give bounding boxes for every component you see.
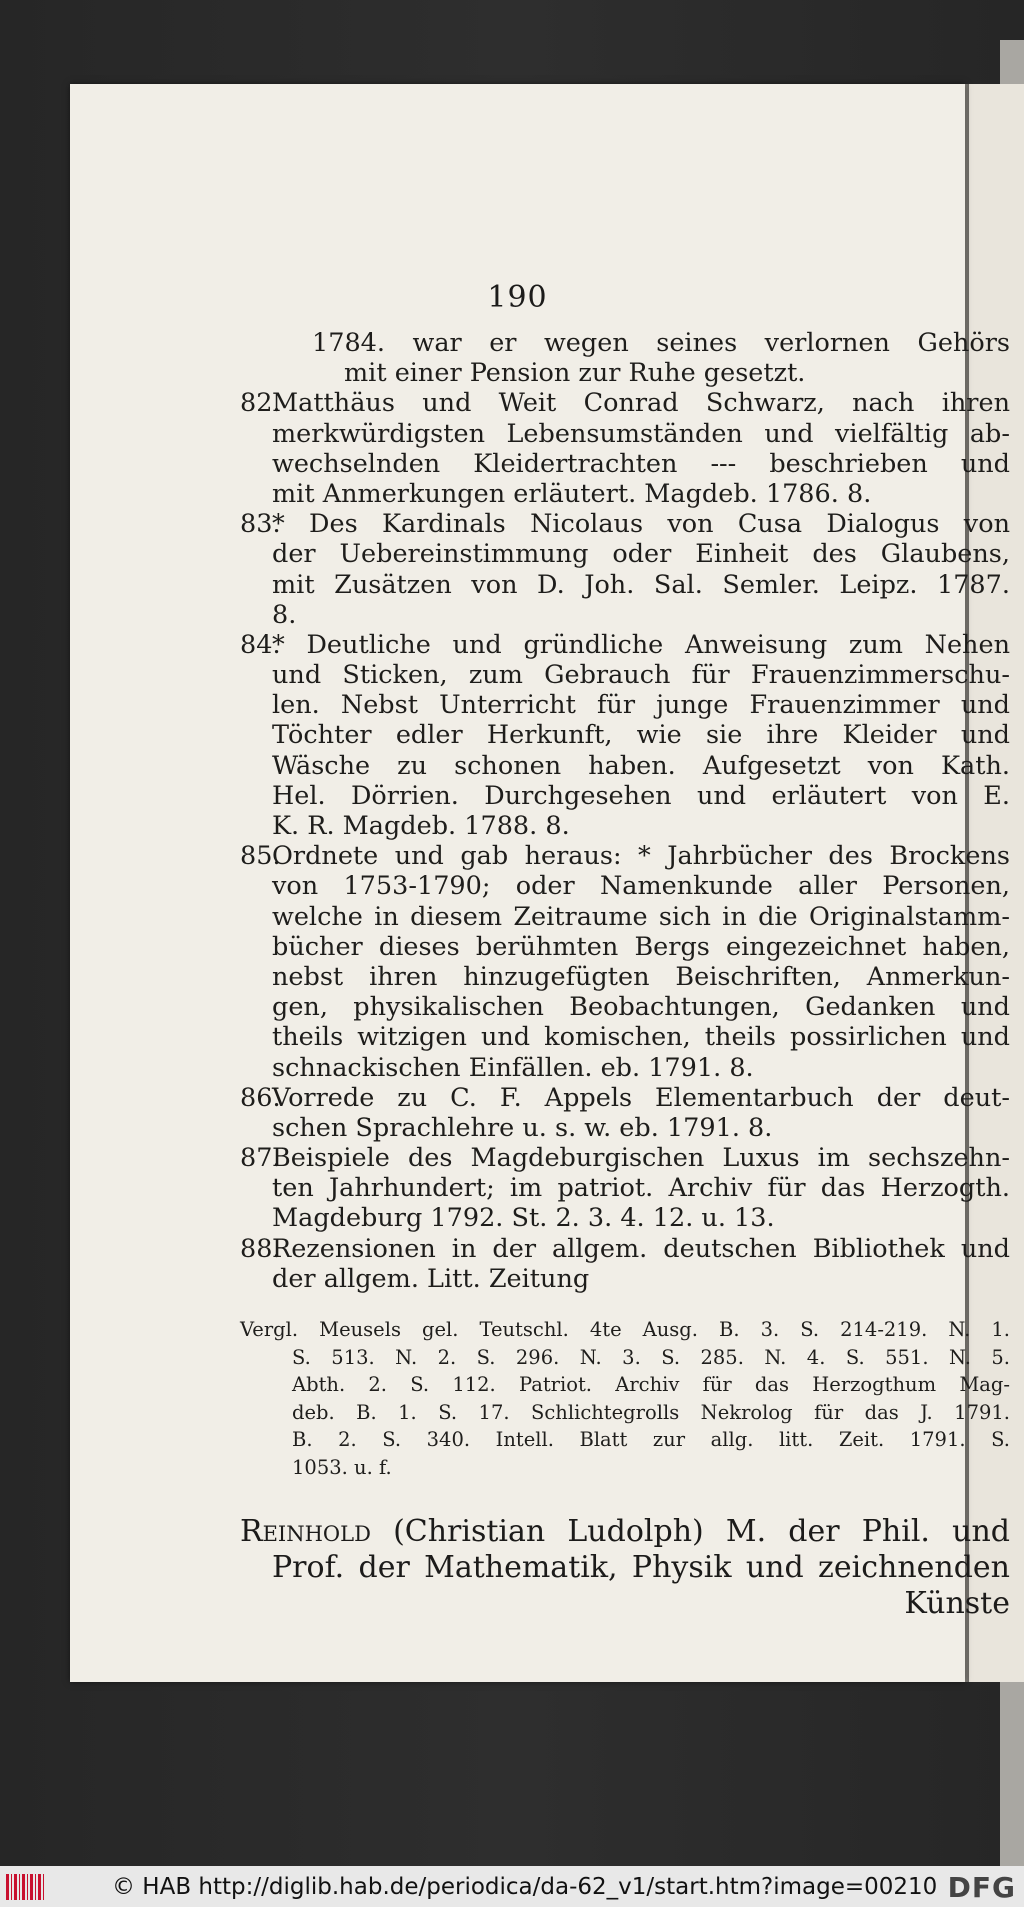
text-line: mit Anmerkungen erläutert. Magdeb. 1786. 8. — [272, 478, 872, 509]
entry-86 — [240, 1083, 1010, 1143]
footnote-references — [240, 1316, 1010, 1481]
text-line: K. R. Magdeb. 1788. 8. — [272, 811, 570, 841]
text-line: welche in diesem Zeitraume sich in die Originalstamm- — [272, 901, 1010, 932]
text-line: 1784. war er wegen seines verlornen Gehörs — [312, 328, 1010, 358]
footnote-line: 1053. u. f. — [292, 1455, 392, 1479]
entry-88 — [240, 1234, 1010, 1294]
entry-83 — [240, 509, 1010, 630]
copyright-url[interactable]: © HAB http://diglib.hab.de/periodica/da-62_v1/start.htm?image=00210 — [112, 1874, 938, 1900]
entry-number: 84. — [240, 629, 281, 660]
text-line: gen, physikalischen Beobachtungen, Gedanken und — [272, 992, 1010, 1023]
text-line: Magdeburg 1792. St. 2. 3. 4. 12. u. 13. — [272, 1203, 775, 1234]
text-line: der Uebereinstimmung oder Einheit des Glaubens, — [272, 539, 1010, 570]
text-line: 8. — [272, 599, 297, 630]
heading-line: Künste — [904, 1586, 1010, 1621]
entry-number: 82. — [240, 388, 281, 419]
text-line: len. Nebst Unterricht für junge Frauenzimmer und — [272, 690, 1010, 721]
viewer-footer — [0, 1866, 1024, 1907]
biography-heading — [240, 1514, 1010, 1622]
entry-number: 83. — [240, 509, 281, 540]
text-line: wechselnden Kleidertrachten --- beschrieben und — [272, 448, 1010, 479]
footnote-line: Vergl. Meusels gel. Teutschl. 4te Ausg. B. 3. S. 214-219. N. 1. — [240, 1318, 1010, 1341]
page-number: 190 — [487, 280, 548, 315]
footnote-line: Abth. 2. S. 112. Patriot. Archiv für das Herzogthum Mag- — [292, 1373, 1010, 1396]
entry-number: 85. — [240, 841, 281, 872]
text-line: Vorrede zu C. F. Appels Elementarbuch der deut- — [272, 1082, 1010, 1113]
text-line: Hel. Dörrien. Durchgesehen und erläutert von E. — [272, 780, 1010, 811]
text-line: mit einer Pension zur Ruhe gesetzt. — [344, 358, 806, 389]
entry-number: 88. — [240, 1233, 281, 1264]
entry-84 — [240, 630, 1010, 841]
entry-87 — [240, 1143, 1010, 1234]
text-line: nebst ihren hinzugefügten Beischriften, Anmerkun- — [272, 961, 1010, 992]
entry-85 — [240, 841, 1010, 1083]
heading-line: (Christian Ludolph) M. der Phil. und — [393, 1514, 1010, 1549]
entry-continuation — [240, 328, 1010, 388]
footnote-line: deb. B. 1. S. 17. Schlichtegrolls Nekrolog für das J. 1791. — [292, 1400, 1010, 1424]
text-line: mit Zusätzen von D. Joh. Sal. Semler. Leipz. 1787. — [272, 569, 1010, 600]
text-line: schnackischen Einfällen. eb. 1791. 8. — [272, 1052, 754, 1083]
text-line: Rezensionen in der allgem. deutschen Bibliothek und — [272, 1233, 1010, 1264]
entry-number: 87. — [240, 1143, 281, 1174]
text-line: von 1753-1790; oder Namenkunde aller Personen, — [272, 871, 1010, 902]
text-line: * Deutliche und gründliche Anweisung zum Nehen — [272, 629, 1010, 660]
book-page — [70, 84, 1010, 1682]
text-line: und Sticken, zum Gebrauch für Frauenzimmerschu- — [272, 660, 1010, 691]
barcode-icon — [6, 1874, 46, 1900]
dfg-logo: DFG — [947, 1871, 1016, 1904]
entries-list — [240, 328, 1010, 1294]
text-line: Beispiele des Magdeburgischen Luxus im sechszehn- — [272, 1143, 1010, 1174]
footnote-line: B. 2. S. 340. Intell. Blatt zur allg. litt. Zeit. 1791. S. — [292, 1428, 1010, 1451]
text-line: * Des Kardinals Nicolaus von Cusa Dialogus von — [272, 509, 1010, 540]
text-line: theils witzigen und komischen, theils possirlichen und — [272, 1022, 1010, 1053]
text-line: ten Jahrhundert; im patriot. Archiv für das Herzogth. — [272, 1173, 1010, 1204]
text-line: Matthäus und Weit Conrad Schwarz, nach ihren — [272, 388, 1010, 419]
footnote-line: S. 513. N. 2. S. 296. N. 3. S. 285. N. 4. S. 551. N. 5. — [292, 1345, 1010, 1369]
text-line: merkwürdigsten Lebensumständen und vielfältig ab- — [272, 418, 1010, 449]
text-line: Ordnete und gab heraus: * Jahrbücher des Brockens — [272, 841, 1010, 872]
heading-line: Prof. der Mathematik, Physik und zeichnenden — [272, 1550, 1010, 1585]
entry-number: 86. — [240, 1082, 281, 1113]
text-line: der allgem. Litt. Zeitung — [272, 1263, 590, 1294]
heading-name: Reinhold — [240, 1514, 371, 1549]
text-line: bücher dieses berühmten Bergs eingezeichnet haben, — [272, 931, 1010, 962]
entry-82 — [240, 388, 1010, 509]
text-line: Töchter edler Herkunft, wie sie ihre Kleider und — [272, 720, 1010, 751]
text-line: Wäsche zu schonen haben. Aufgesetzt von Kath. — [272, 750, 1010, 781]
text-line: schen Sprachlehre u. s. w. eb. 1791. 8. — [272, 1112, 773, 1143]
